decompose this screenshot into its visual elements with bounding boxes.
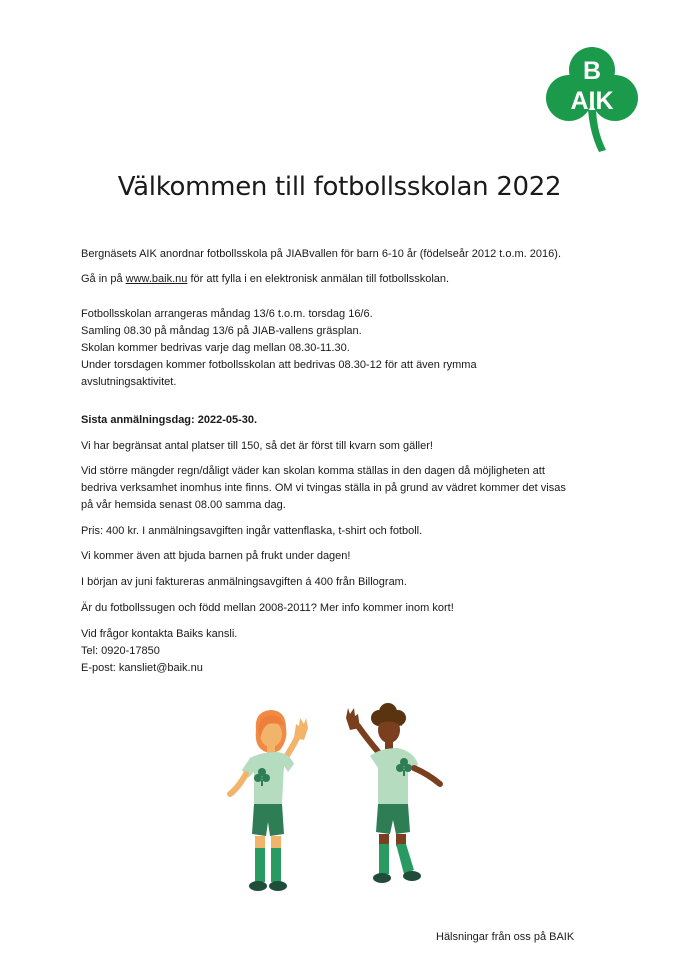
contact-email: E-post: kansliet@baik.nu — [81, 662, 203, 674]
page-title: Välkommen till fotbollsskolan 2022 — [117, 172, 562, 202]
invoice-text: I början av juni faktureras anmälningsavgiften á 400 från Billogram. — [81, 576, 407, 588]
boy-figure — [346, 703, 440, 883]
signoff-text: Hälsningar från oss på BAIK — [436, 931, 575, 943]
schedule-paragraph — [81, 306, 601, 391]
weather-line-2: bedriva verksamhet inomhus inte finns. OM vi tvingas ställa in på grund av vädret kommer det visas — [81, 482, 566, 494]
baik-logo — [543, 44, 641, 154]
schedule-line-4: Under torsdagen kommer fotbollsskolan att bedrivas 08.30-12 för att även rymma — [81, 359, 477, 371]
website-link[interactable]: www.baik.nu — [125, 273, 188, 285]
weather-line-1: Vid större mängder regn/dåligt väder kan skolan komma ställas in den dagen då möjligheten att — [81, 465, 545, 477]
kids-illustration — [218, 700, 458, 900]
contact-line-1: Vid frågor kontakta Baiks kansli. — [81, 628, 238, 640]
girl-figure — [230, 710, 308, 891]
older-kids-text: Är du fotbollssugen och född mellan 2008-2011? Mer info kommer inom kort! — [81, 602, 454, 614]
schedule-line-5: avslutningsaktivitet. — [81, 376, 177, 388]
schedule-line-3: Skolan kommer bedrivas varje dag mellan 08.30-11.30. — [81, 342, 350, 354]
schedule-line-1: Fotbollsskolan arrangeras måndag 13/6 t.o.m. torsdag 16/6. — [81, 308, 373, 320]
weather-paragraph — [81, 463, 601, 514]
schedule-line-2: Samling 08.30 på måndag 13/6 på JIAB-vallens gräsplan. — [81, 325, 362, 337]
signup-text-pre: Gå in på — [81, 273, 126, 285]
logo-letter-b: B — [582, 57, 602, 85]
contact-paragraph — [81, 626, 601, 677]
logo-letters-aik: AIK — [570, 87, 614, 115]
intro-paragraph — [81, 246, 601, 263]
intro-text: Bergnäsets AIK anordnar fotbollsskola på JIABvallen för barn 6-10 år (födelseår 2012 t.o.m. 2016). — [81, 248, 561, 260]
contact-phone: Tel: 0920-17850 — [81, 645, 160, 657]
deadline-text: Sista anmälningsdag: 2022-05-30. — [81, 414, 258, 426]
limit-text: Vi har begränsat antal platser till 150, så det är först till kvarn som gäller! — [81, 440, 433, 452]
price-text: Pris: 400 kr. I anmälningsavgiften ingår vattenflaska, t-shirt och fotboll. — [81, 525, 423, 537]
weather-line-3: på vår hemsida senast 08.00 samma dag. — [81, 499, 286, 511]
signup-paragraph — [81, 271, 601, 288]
signup-text-post: för att fylla i en elektronisk anmälan till fotbollsskolan. — [187, 273, 450, 285]
fruit-text: Vi kommer även att bjuda barnen på frukt under dagen! — [81, 550, 351, 562]
